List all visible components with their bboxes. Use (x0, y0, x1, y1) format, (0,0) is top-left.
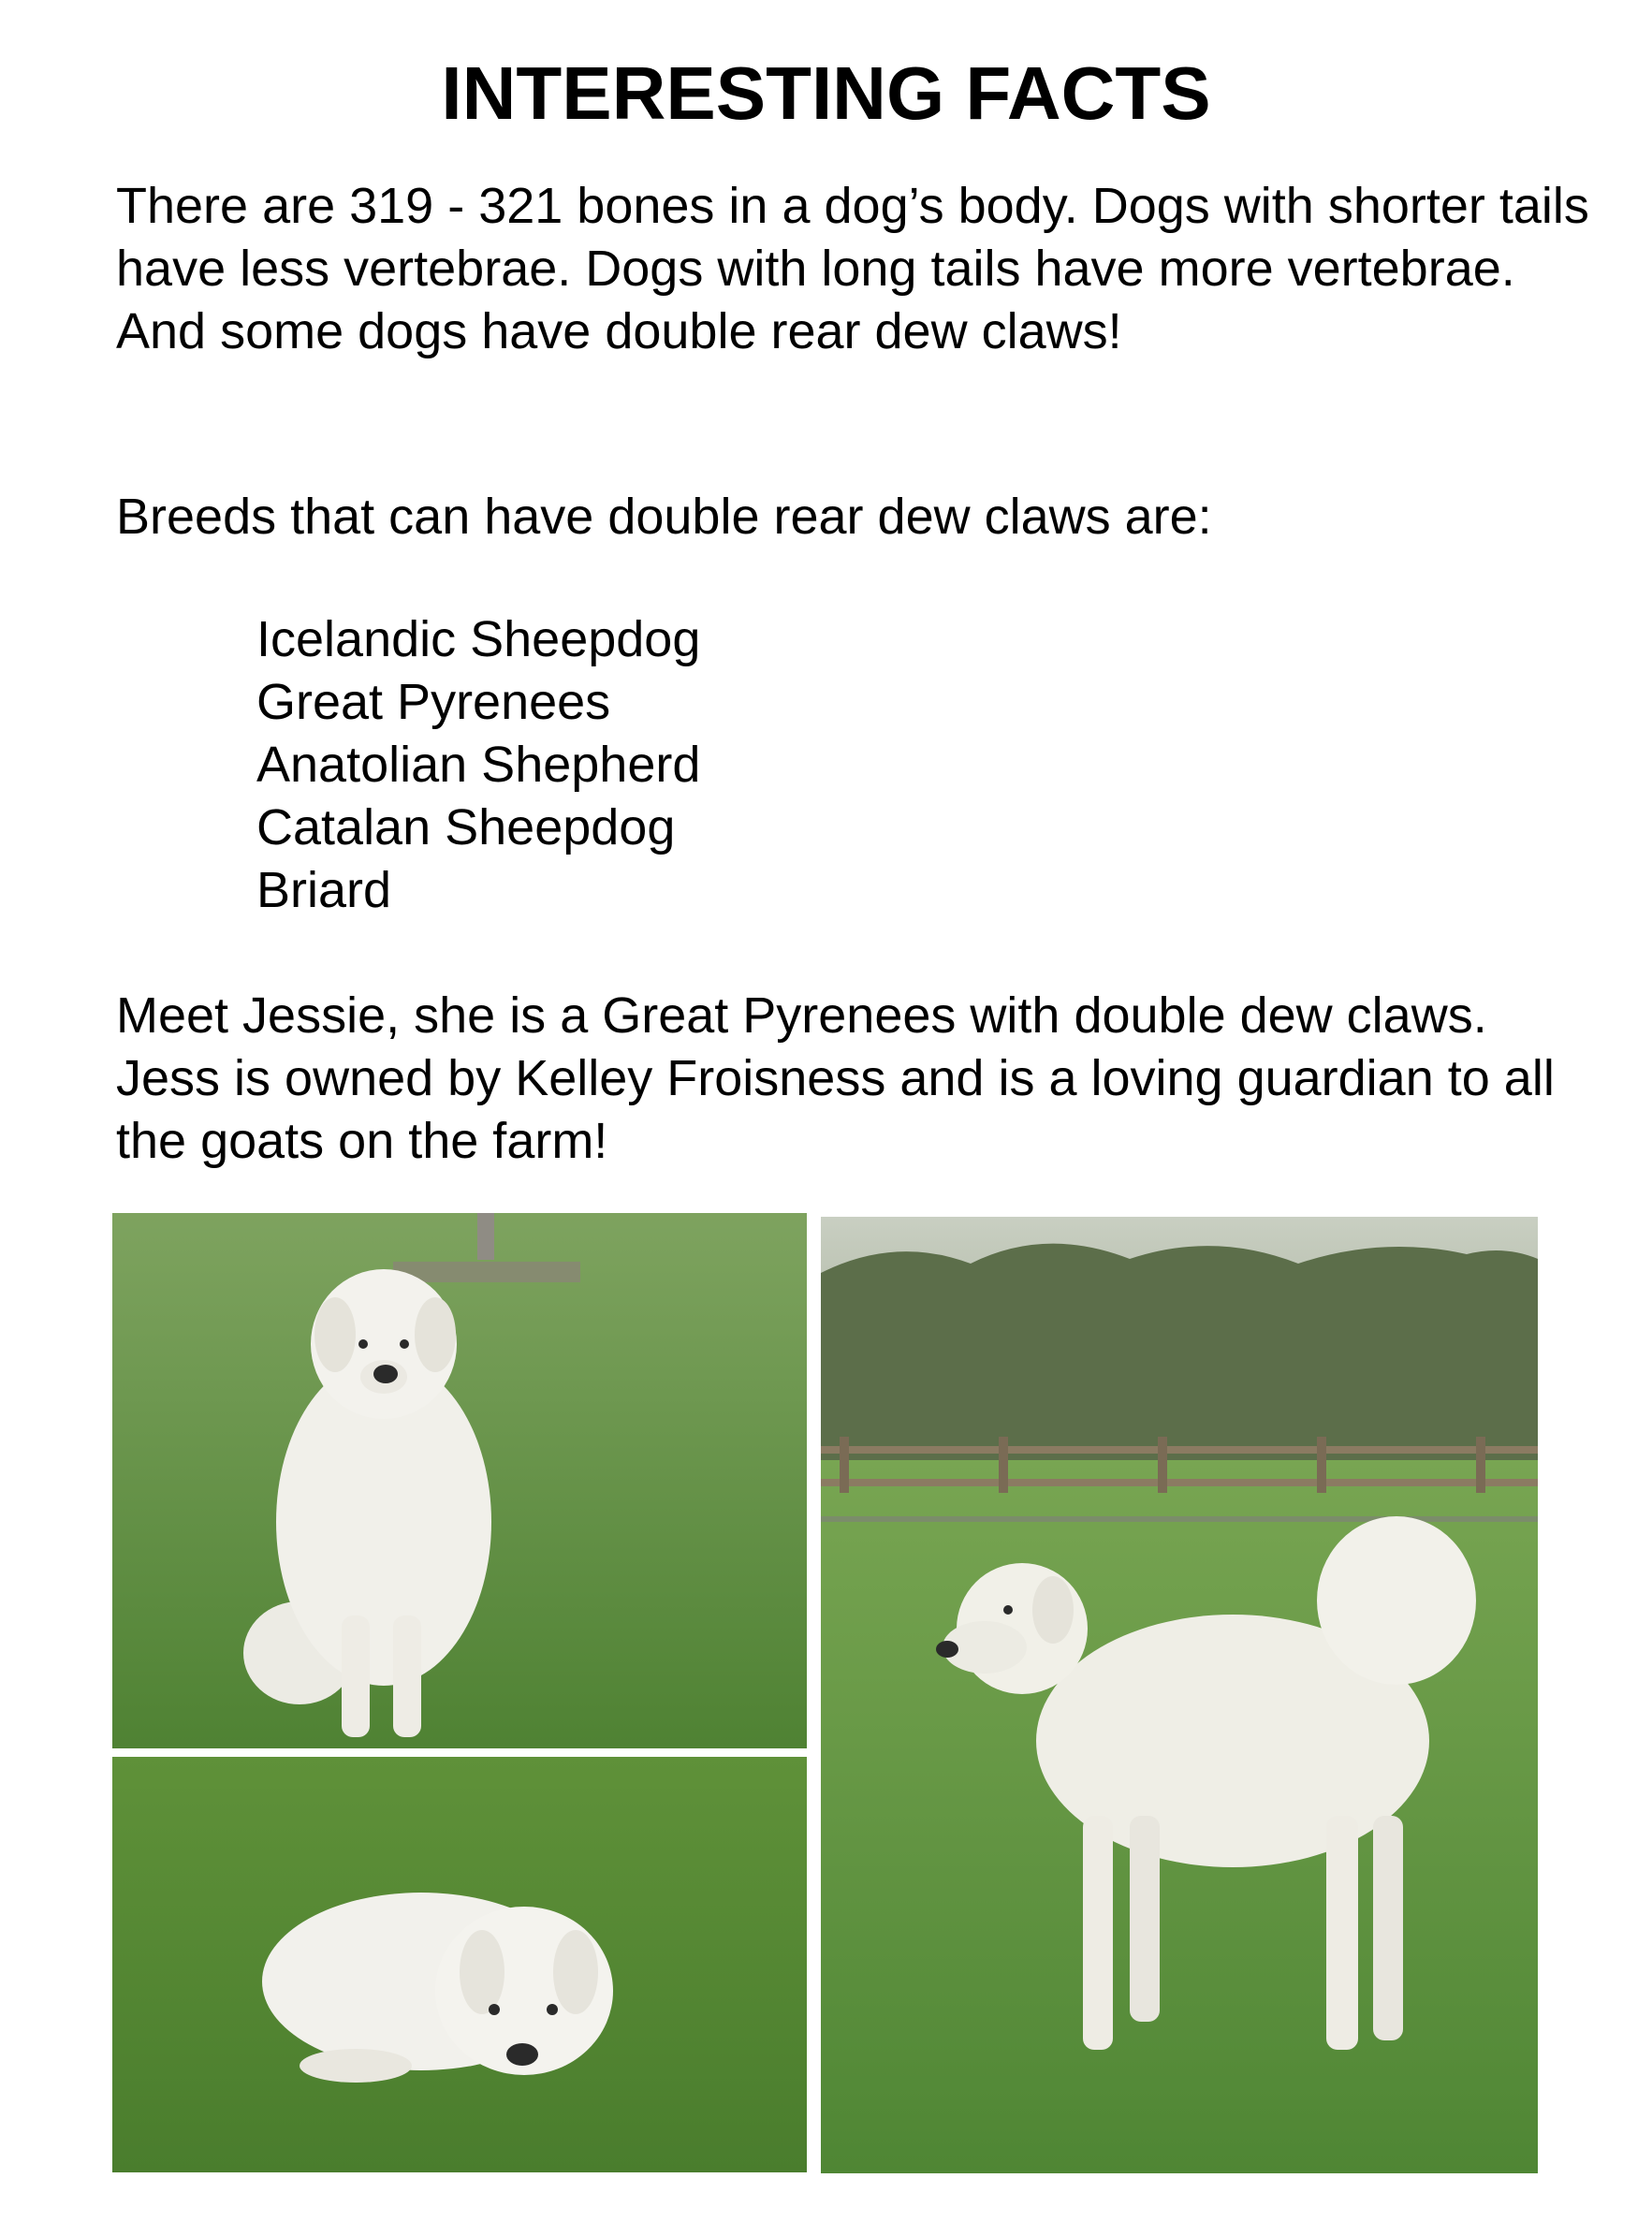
photo-dog-standing-image (821, 1217, 1538, 2173)
breed-item: Great Pyrenees (256, 674, 611, 730)
page-title: INTERESTING FACTS (441, 51, 1211, 135)
intro-text: There are 319 - 321 bones in a dog’s body. Dogs with shorter tails have less vertebrae. Dogs with long tails have more vertebrae. And some dogs have double rear dew claws! (116, 178, 1589, 359)
photo-dog-lying (112, 1757, 807, 2172)
intro-paragraph (116, 175, 1595, 363)
breed-item: Anatolian Shepherd (256, 737, 701, 793)
breed-list (256, 608, 1099, 922)
photo-dog-sitting-image (112, 1213, 807, 1748)
breed-item: Briard (256, 862, 392, 918)
breed-item: Catalan Sheepdog (256, 799, 676, 855)
jessie-text: Meet Jessie, she is a Great Pyrenees with double dew claws. Jess is owned by Kelley Froisness and is a loving guardian to all the goats on the farm! (116, 987, 1555, 1169)
photo-dog-sitting (112, 1213, 807, 1748)
breeds-heading-text: Breeds that can have double rear dew claws are: (116, 489, 1212, 545)
breeds-heading (116, 486, 1595, 548)
breed-item: Icelandic Sheepdog (256, 611, 701, 667)
photo-dog-standing (821, 1217, 1538, 2173)
photo-dog-lying-image (112, 1757, 807, 2172)
jessie-paragraph (116, 985, 1595, 1173)
